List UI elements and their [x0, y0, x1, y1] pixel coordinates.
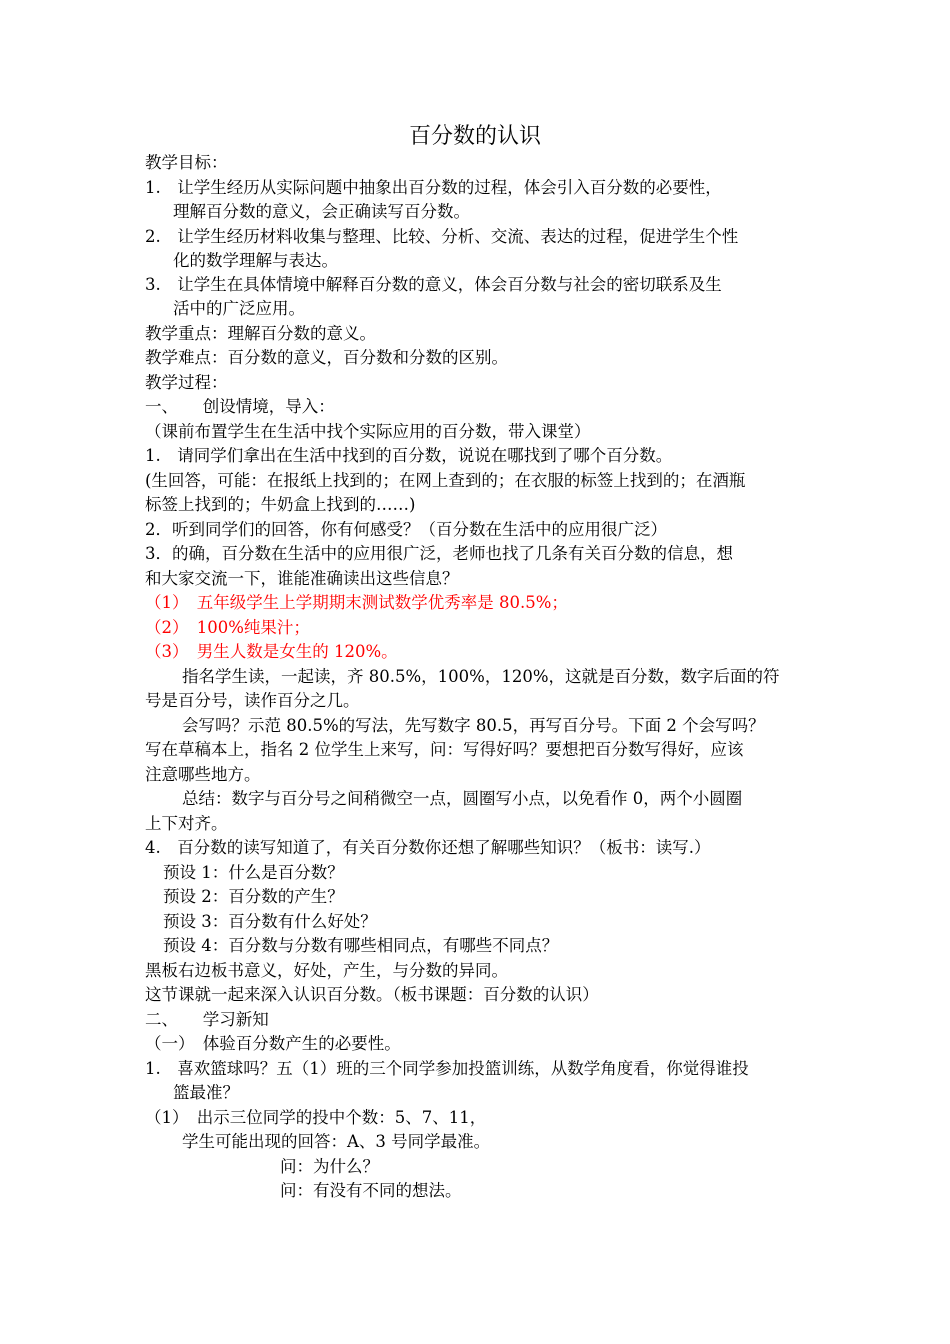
example-item-3: （3） 男生人数是女生的 120%。 — [145, 642, 398, 661]
paragraph: 2．听到同学们的回答，你有何感受？（百分数在生活中的应用很广泛） — [145, 520, 667, 539]
paragraph: 注意哪些地方。 — [145, 765, 261, 784]
paragraph: 1. 请同学们拿出在生活中找到的百分数，说说在哪找到了哪个百分数。 — [145, 446, 673, 465]
document-title: 百分数的认识 — [408, 124, 541, 149]
question-line: 问：为什么？ — [280, 1157, 379, 1176]
objective-1: 1. 让学生经历从实际问题中抽象出百分数的过程，体会引入百分数的必要性， — [145, 178, 722, 197]
example-item-2: （2） 100%纯果汁； — [145, 618, 310, 637]
objective-1-cont: 理解百分数的意义，会正确读写百分数。 — [173, 202, 470, 221]
paragraph: 学生可能出现的回答：A、3 号同学最准。 — [182, 1132, 491, 1151]
summary-paragraph: 上下对齐。 — [145, 814, 228, 833]
preset-item: 预设 3：百分数有什么好处？ — [163, 912, 377, 931]
paragraph: 标签上找到的；牛奶盒上找到的……) — [145, 495, 416, 514]
paragraph: 黑板右边板书意义，好处，产生，与分数的异同。 — [145, 961, 508, 980]
section-heading-objectives: 教学目标： — [145, 153, 228, 172]
teaching-focus: 教学重点：理解百分数的意义。 — [145, 324, 376, 343]
paragraph: （1） 出示三位同学的投中个数：5、7、11， — [145, 1108, 487, 1127]
objective-3-cont: 活中的广泛应用。 — [173, 299, 305, 318]
part-2-heading: 二、 学习新知 — [145, 1010, 269, 1029]
subsection-heading: （一） 体验百分数产生的必要性。 — [145, 1034, 401, 1053]
section-heading-process: 教学过程： — [145, 373, 228, 392]
preset-item: 预设 4：百分数与分数有哪些相同点，有哪些不同点？ — [163, 936, 559, 955]
part-1-heading: 一、 创设情境，导入： — [145, 397, 335, 416]
paragraph: 这节课就一起来深入认识百分数。（板书课题：百分数的认识） — [145, 985, 599, 1004]
paragraph: 3．的确，百分数在生活中的应用很广泛，老师也找了几条有关百分数的信息，想 — [145, 544, 733, 563]
objective-3: 3. 让学生在具体情境中解释百分数的意义，体会百分数与社会的密切联系及生 — [145, 275, 722, 294]
objective-2-cont: 化的数学理解与表达。 — [173, 251, 338, 270]
paragraph: 和大家交流一下，谁能准确读出这些信息？ — [145, 569, 459, 588]
objective-2: 2. 让学生经历材料收集与整理、比较、分析、交流、表达的过程，促进学生个性 — [145, 227, 739, 246]
question-line: 问：有没有不同的想法。 — [280, 1181, 462, 1200]
example-item-1: （1） 五年级学生上学期期末测试数学优秀率是 80.5%； — [145, 593, 568, 612]
paragraph: 写在草稿本上，指名 2 位学生上来写，问：写得好吗？要想把百分数写得好，应该 — [145, 740, 744, 759]
paragraph: 指名学生读，一起读，齐 80.5%，100%，120%，这就是百分数，数字后面的符 — [182, 667, 780, 686]
paragraph: 4. 百分数的读写知道了，有关百分数你还想了解哪些知识？（板书：读写.） — [145, 838, 711, 857]
paragraph: 号是百分号，读作百分之几。 — [145, 691, 360, 710]
summary-paragraph: 总结：数字与百分号之间稍微空一点，圆圈写小点，以免看作 0，两个小圆圈 — [182, 789, 743, 808]
preset-item: 预设 2：百分数的产生？ — [163, 887, 344, 906]
question-1: 1. 喜欢篮球吗？五（1）班的三个同学参加投篮训练，从数学角度看，你觉得谁投 — [145, 1059, 749, 1078]
question-1-cont: 篮最准？ — [173, 1083, 239, 1102]
paragraph: 会写吗？示范 80.5%的写法，先写数字 80.5，再写百分号。下面 2 个会写吗？ — [182, 716, 765, 735]
teaching-difficulty: 教学难点：百分数的意义，百分数和分数的区别。 — [145, 348, 508, 367]
paragraph: (生回答，可能：在报纸上找到的；在网上查到的；在衣服的标签上找到的；在酒瓶 — [145, 471, 746, 490]
paragraph: （课前布置学生在生活中找个实际应用的百分数，带入课堂） — [145, 422, 591, 441]
preset-item: 预设 1：什么是百分数？ — [163, 863, 344, 882]
